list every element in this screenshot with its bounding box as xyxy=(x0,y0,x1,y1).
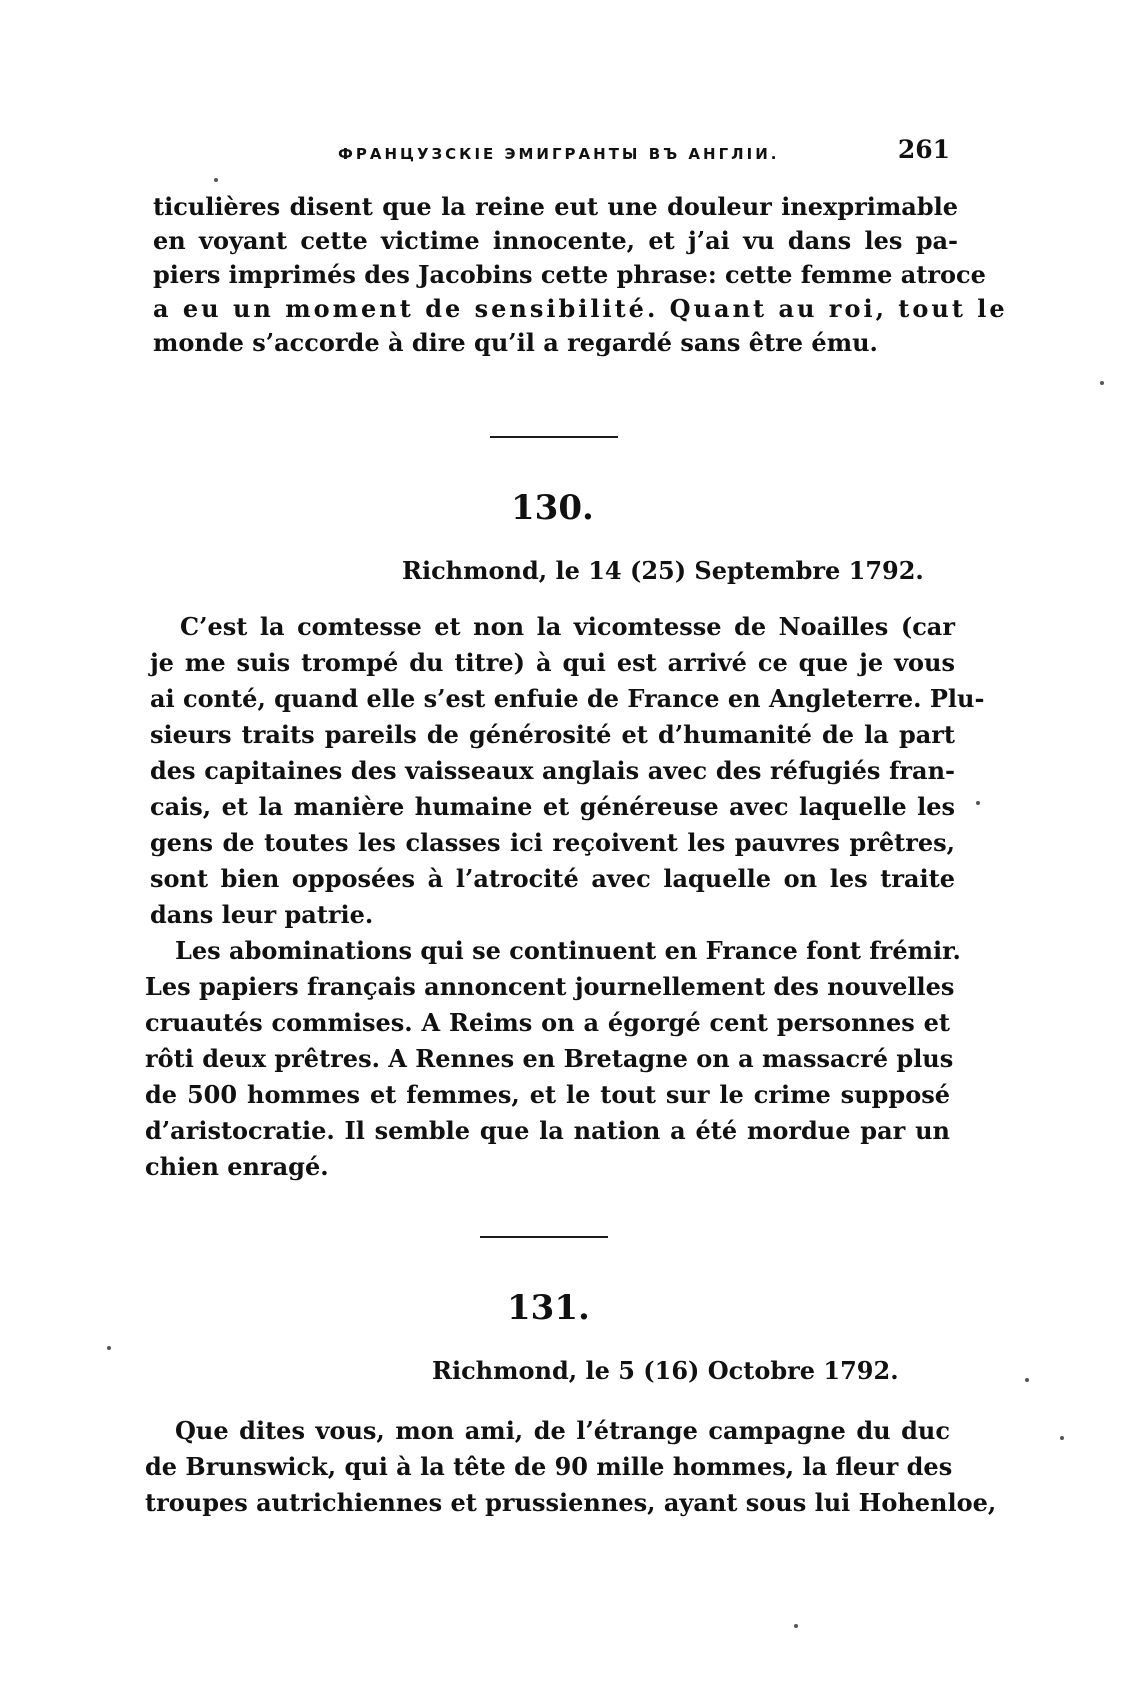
scan-speck xyxy=(107,1346,111,1350)
section-divider xyxy=(490,436,618,438)
text-line: dans leur patrie. xyxy=(150,900,374,929)
text-line: a eu un moment de sensibilité. Quant au roi, tout le xyxy=(153,294,1008,323)
text-line: piers imprimés des Jacobins cette phrase: cette femme atroce xyxy=(153,260,986,289)
text-line: ticulières disent que la reine eut une douleur inexprimable xyxy=(153,192,958,221)
scan-speck xyxy=(794,1624,798,1628)
running-title: ФРАНЦУЗСКІЕ ЭМИГРАНТЫ ВЪ АНГЛІИ. xyxy=(338,145,780,163)
text-line: de 500 hommes et femmes, et le tout sur le crime supposé xyxy=(145,1080,950,1109)
text-line: gens de toutes les classes ici reçoivent les pauvres prêtres, xyxy=(150,828,955,857)
page-number: 261 xyxy=(897,135,950,164)
letter-number: 130. xyxy=(511,488,594,528)
text-line: monde s’accorde à dire qu’il a regardé sans être ému. xyxy=(153,328,878,357)
running-head xyxy=(150,135,950,171)
text-line: en voyant cette victime innocente, et j’ai vu dans les pa- xyxy=(153,226,958,255)
text-line: de Brunswick, qui à la tête de 90 mille hommes, la fleur des xyxy=(145,1452,953,1481)
scan-speck xyxy=(1025,1378,1029,1382)
text-line: Que dites vous, mon ami, de l’étrange campagne du duc xyxy=(175,1416,950,1445)
text-line: Les abominations qui se continuent en France font frémir. xyxy=(175,936,961,965)
dateline: Richmond, le 14 (25) Septembre 1792. xyxy=(402,556,924,585)
text-line: troupes autrichiennes et prussiennes, ayant sous lui Hohenloe, xyxy=(145,1488,997,1517)
text-line: C’est la comtesse et non la vicomtesse de Noailles (car xyxy=(180,612,955,641)
scan-speck xyxy=(976,801,980,805)
text-line: cais, et la manière humaine et généreuse avec laquelle les xyxy=(150,792,955,821)
section-divider xyxy=(480,1236,608,1238)
text-line: cruautés commises. A Reims on a égorgé cent personnes et xyxy=(145,1008,950,1037)
text-line: sont bien opposées à l’atrocité avec laquelle on les traite xyxy=(150,864,955,893)
text-line: d’aristocratie. Il semble que la nation a été mordue par un xyxy=(145,1116,950,1145)
text-line: des capitaines des vaisseaux anglais avec des réfugiés fran- xyxy=(150,756,955,785)
scan-speck xyxy=(1060,1436,1064,1440)
text-line: je me suis trompé du titre) à qui est arrivé ce que je vous xyxy=(150,648,955,677)
text-line: sieurs traits pareils de générosité et d’humanité de la part xyxy=(150,720,955,749)
text-line: ai conté, quand elle s’est enfuie de France en Angleterre. Plu- xyxy=(150,684,985,713)
scan-speck xyxy=(1100,381,1104,385)
text-line: Les papiers français annoncent journellement des nouvelles xyxy=(145,972,955,1001)
scan-speck xyxy=(214,178,218,182)
text-line: chien enragé. xyxy=(145,1152,329,1181)
dateline: Richmond, le 5 (16) Octobre 1792. xyxy=(432,1356,899,1385)
text-line: rôti deux prêtres. A Rennes en Bretagne on a massacré plus xyxy=(145,1044,954,1073)
letter-number: 131. xyxy=(507,1288,590,1328)
